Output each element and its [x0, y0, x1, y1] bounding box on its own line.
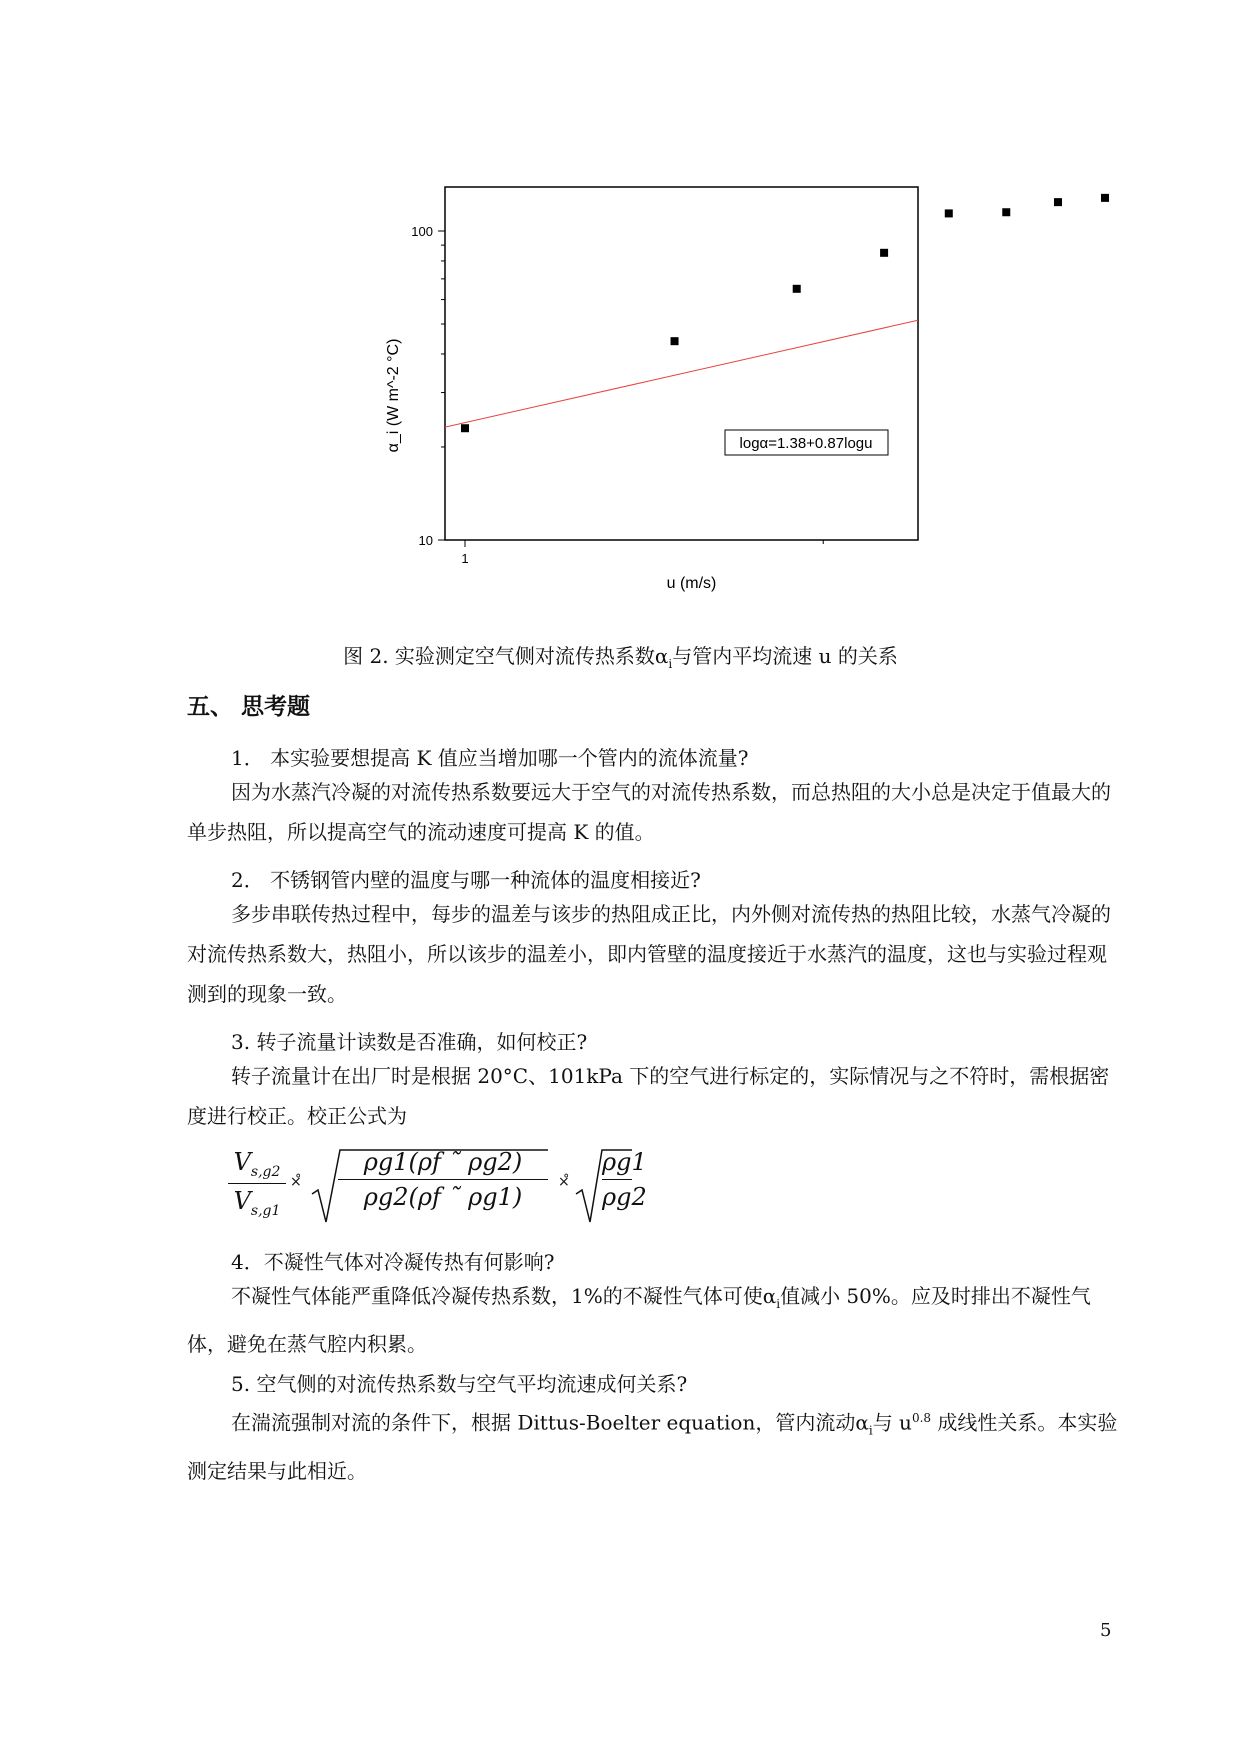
formula-lhs: $V_{s,g2}$ $V_{s,g1}$	[228, 1148, 286, 1219]
question-4: 4．不凝性气体对冷凝传热有何影响?	[231, 1250, 555, 1274]
figure-caption: 图 2. 实验测定空气侧对流传热系数$\alpha_i$与管内平均流速 u 的关系	[343, 644, 898, 671]
data-point	[1101, 194, 1109, 202]
fit-line	[445, 320, 918, 427]
section-heading: 五、 思考题	[187, 693, 311, 720]
plot-frame	[445, 187, 918, 540]
correction-formula	[228, 1148, 647, 1228]
page-number: 5	[1100, 1620, 1112, 1641]
data-point	[880, 249, 888, 257]
data-point	[461, 424, 469, 432]
formula-op-1: ×̊	[290, 1174, 302, 1190]
question-5: 5. 空气侧的对流传热系数与空气平均流速成何关系?	[231, 1372, 688, 1396]
scatter-chart	[0, 0, 1241, 610]
x-tick-label: 1	[461, 551, 469, 566]
annotation-text: logα=1.38+0.87logu	[739, 435, 873, 452]
question-1: 1． 本实验要想提高 K 值应当增加哪一个管内的流体流量?	[231, 746, 749, 770]
data-point	[793, 285, 801, 293]
y-axis-label: α_i (W m^-2 °C)	[385, 338, 402, 453]
formula-radicand-1: ρg1(ρf ˜ ρg2) ρg2(ρf ˜ ρg1)	[338, 1148, 548, 1211]
answer-4: 不凝性气体能严重降低冷凝传热系数，1%的不凝性气体可使$\alpha_i$值减小 50%。应及时排出不凝性气体，避免在蒸气腔内积累。	[187, 1284, 1091, 1356]
data-point	[1002, 208, 1010, 216]
question-3: 3. 转子流量计读数是否准确，如何校正?	[231, 1030, 588, 1054]
formula-op-2: ×̊	[558, 1174, 570, 1190]
y-tick-label: 10	[418, 533, 433, 548]
answer-3: 转子流量计在出厂时是根据 20°C、101kPa 下的空气进行标定的，实际情况与之不符时，需根据密度进行校正。校正公式为	[187, 1064, 1110, 1128]
y-tick-label: 100	[411, 224, 433, 239]
question-2: 2． 不锈钢管内壁的温度与哪一种流体的温度相接近?	[231, 868, 701, 892]
data-point	[671, 337, 679, 345]
data-point	[945, 209, 953, 217]
answer-5: 在湍流强制对流的条件下，根据 Dittus-Boelter equation，管内流动$\alpha_i$与 $u^{0.8}$ 成线性关系。本实验测定结果与此相近。	[187, 1410, 1118, 1483]
answer-2: 多步串联传热过程中，每步的温差与该步的热阻成正比，内外侧对流传热的热阻比较，水蒸气冷凝的对流传热系数大，热阻小，所以该步的温差小，即内管壁的温度接近于水蒸汽的温度，这也与实验过程观测到的现象一致。	[187, 902, 1111, 1006]
answer-1: 因为水蒸汽冷凝的对流传热系数要远大于空气的对流传热系数，而总热阻的大小总是决定于值最大的单步热阻，所以提高空气的流动速度可提高 K 的值。	[187, 780, 1111, 844]
formula-radicand-2: ρg1 ρg2	[602, 1148, 647, 1211]
data-point	[1054, 198, 1062, 206]
x-axis-label: u (m/s)	[666, 575, 717, 592]
